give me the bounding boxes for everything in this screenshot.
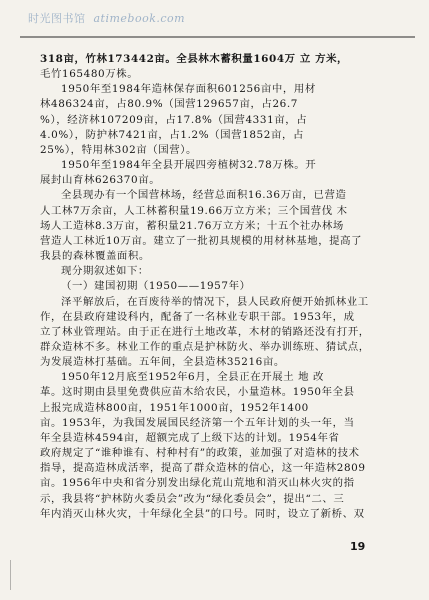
text-line: 1950年至1984年造林保存面积601256亩中，用材 (61, 83, 316, 96)
text-line: 亩。1953年，为我国发展国民经济第一个五年计划的头一年，当 (40, 416, 355, 429)
text-line: 为发展造林打基础。五年间，全县造林35216亩。 (40, 356, 285, 369)
text-line: %），经济林107209亩，占17.8%（国营4331亩，占 (40, 113, 308, 126)
text-line: 318亩，竹林173442亩。全县林木蓄积量1604万 立 方米， (40, 53, 349, 65)
text-line: 泽平解放后，在百废待举的情况下，县人民政府便开始抓林业工 (61, 295, 369, 308)
text-line: 林486324亩，占80.9%（国营129657亩，占26.7 (40, 98, 298, 111)
text-line: 25%），特用林302亩（国营）。 (40, 143, 198, 156)
text-line: 展封山育林626370亩。 (40, 174, 161, 187)
text-line: 营造人工林近10万亩。建立了一批初具规模的用材林基地，提高了 (40, 234, 363, 247)
watermark-site: 时光图书馆 (28, 12, 86, 25)
watermark (28, 10, 185, 26)
text-line: 年内消灭山林火灾，十年绿化全县”的口号。同时，设立了新桥、双 (40, 507, 365, 520)
text-line: 全县现办有一个国营林场，经营总面积16.36万亩，已营造 (61, 189, 347, 202)
text-line: 人工林7万余亩，人工林蓄积量19.66万立方米；三个国营伐 木 (40, 204, 348, 217)
text-line: 我县的森林覆盖面积。 (40, 250, 150, 263)
text-line: 年全县造林4594亩，超额完成了上级下达的计划。1954年省 (40, 431, 340, 444)
text-line: 现分期叙述如下： (61, 265, 149, 278)
text-line: 上报完成造林800亩，1951年1000亩，1952年1400 (40, 401, 309, 414)
text-line: 作，在县政府建设科内，配备了一名林业专职干部。1953年，成 (40, 310, 355, 323)
text-line: 亩。1956年中央和省分别发出绿化荒山荒地和消灭山林火灾的指 (40, 477, 355, 490)
text-line: 政府规定了“谁种谁有、村种村有”的政策，並加强了对造林的技术 (40, 447, 360, 460)
text-line: 毛竹165480万株。 (40, 68, 139, 81)
binding-mark (10, 560, 19, 590)
text-line: 革。这时期由县里免费供应苗木给农民，小量造林。1950年全县 (40, 386, 355, 399)
page-number: 19 (350, 540, 366, 553)
text-line: 指导，提高造林成活率，提高了群众造林的信心，这一年造林2809 (40, 462, 366, 475)
text-line: 立了林业管理站。由于正在进行土地改革，木材的销路还没有打开， (40, 325, 370, 338)
text-line: （一）建国初期（1950——1957年） (61, 280, 251, 293)
text-line: 群众造林不多。林业工作的重点是护林防火、举办训练班、猜试点， (40, 340, 370, 353)
text-line: 场人工造林8.3万亩，蓄积量21.76万立方米；十五个社办林场 (40, 219, 344, 232)
text-line: 示，我县将“护林防火委员会”改为“绿化委员会”，提出“二、三 (40, 492, 345, 505)
top-rule (20, 36, 415, 38)
text-line: 4.0%），防护林7421亩，占1.2%（国营1852亩，占 (40, 128, 304, 141)
body-text (40, 52, 382, 522)
watermark-url: atimebook.com (93, 12, 186, 25)
text-line: 1950年12月底至1952年6月，全县正在开展土 地 改 (61, 371, 324, 384)
text-line: 1950年至1984年全县开展四旁植树32.78万株。开 (61, 159, 317, 172)
